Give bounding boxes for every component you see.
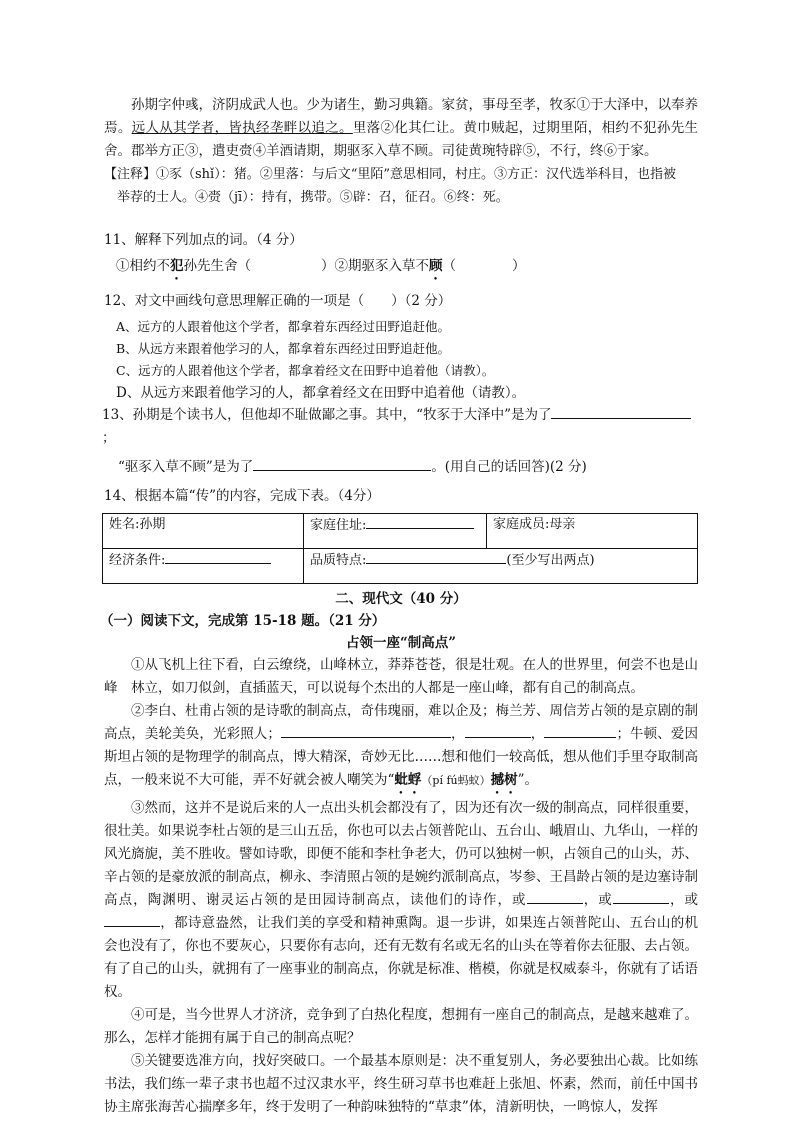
p3-text-c: ，或: [668, 892, 699, 908]
p3-text-b: ，或: [582, 892, 613, 908]
quality-label: 品质特点:: [310, 553, 367, 568]
q13-blank-1[interactable]: [551, 404, 691, 419]
annotation-line-1: 【注释】①豕（shǐ）：猪。②里落：与后文“里陌”意思相同，村庄。③方正：汉代选举科目，也指被: [104, 167, 676, 182]
q11-item-a-pre: ①相约不: [116, 258, 170, 274]
article-title: 占领一座“制高点”: [345, 635, 457, 651]
p2-dotted-word-1: 蚍蜉: [394, 772, 422, 788]
q11-item-b-post: （: [442, 258, 456, 274]
address-blank[interactable]: [366, 514, 474, 529]
annotation-line-2: 举荐的士人。④赍（jī）：持有，携带。⑤辟：召，征召。⑥终：死。: [117, 190, 509, 205]
q13-semicolon: ；: [102, 430, 116, 446]
question-11-items: [104, 255, 698, 283]
q11-dotted-word-b: 顾: [429, 258, 443, 274]
quality-blank[interactable]: [366, 549, 506, 564]
article-paragraph-2: [104, 700, 698, 797]
section-title: 二、现代文（40 分）: [335, 591, 467, 607]
question-14: 14、根据本篇“传”的内容，完成下表。（4分）: [104, 488, 380, 504]
p2-comma-2: ，: [530, 726, 545, 742]
economy-label: 经济条件:: [109, 553, 166, 568]
p2-blank-2[interactable]: [465, 723, 531, 738]
underlined-sentence: 远人从其学者，皆执经垄畔以追之。: [131, 120, 353, 136]
q11-item-a-post: 孙先生舍（: [183, 258, 251, 274]
q12-option: D、从远方来跟着他学习的人，都拿着经文在田野中追着他（请教）。: [116, 385, 526, 401]
p2-text-a: ②李白、杜甫占领的是诗歌的制高点，奇伟瑰丽，难以企及；梅兰芳、周信芳占领的是京剧的制高点，美轮美奂，光彩照人；: [104, 703, 698, 742]
q12-option: B、从远方来跟着他学习的人，都拿着东西经过田野追赶他。: [116, 341, 451, 356]
question-13-line-2: [104, 456, 698, 479]
q12-option: A、远方的人跟着他这个学者，都拿着东西经过田野追赶他。: [116, 319, 451, 334]
cell-name: 姓名:孙期: [103, 514, 304, 549]
subsection-title: （一）阅读下文，完成第 15-18 题。（21 分）: [100, 613, 386, 629]
q11-dotted-word-a: 犯: [170, 258, 184, 274]
q11-item-b-pre: ②期驱豕入草不: [334, 258, 429, 274]
question-12: 12、对文中画线句意思理解正确的一项是（ ）（2 分）: [104, 293, 452, 309]
classical-passage: [104, 94, 698, 163]
q13-text-3: 。(用自己的话回答)(2 分): [431, 459, 587, 475]
exam-page: [100, 94, 712, 1119]
info-table: [102, 513, 698, 584]
article-question: 那么，怎样才能拥有属于自己的制高点呢？: [104, 1030, 361, 1046]
article-paragraph-1: ①从飞机上往下看，白云缭绕，山峰林立，莽莽苍苍，很是壮观。在人的世界里，何尝不也是山峰 林立，如刀似剑，直插蓝天，可以说每个杰出的人都是一座山峰，都有自己的制高点。: [104, 657, 698, 696]
p3-blank-3[interactable]: [104, 912, 160, 927]
address-label: 家庭住址:: [310, 518, 367, 533]
p2-blank-1[interactable]: [281, 723, 451, 738]
cell-family: 家庭成员:母亲: [487, 514, 698, 549]
classical-text-1: 孙期字仲彧，济阴成武人也。少为诸生，勤习典籍。家贫，事母至孝，牧豕①于大泽中，以奉养焉。: [104, 97, 698, 136]
p2-dotted-word-2: 撼树: [490, 772, 518, 788]
economy-blank[interactable]: [165, 549, 271, 564]
p3-text-d: ，都诗意盎然，让我们美的享受和精神熏陶。退一步讲，如果连占领普陀山、五台山的机会也没有了，你也不要灰心，只要你有志向，还有无数有名或无名的山头在等着你去征服、去占领。有了自己的山头，就拥有了一座事业的制高点，你就是标准、楷模，你就是权威泰斗，你就有了话语权。: [104, 915, 698, 1000]
quality-note: (至少写出两点): [506, 553, 595, 568]
question-12-options: [104, 316, 698, 404]
cell-address[interactable]: [304, 514, 487, 549]
classical-text-2: 里落②化其仁让。黄巾贼起，过期里陌，相约不犯孙先生舍。郡举方正③，遣吏赍④羊酒请期，期驱豕入草不顾。司徒黄琬特辟⑤，不行，终⑥于家。: [104, 120, 699, 159]
p2-pinyin-note: （pí fú蚂蚁）: [421, 774, 491, 787]
p3-blank-2[interactable]: [613, 889, 669, 904]
q13-text-1: 13、孙期是个读书人，但他却不耻做鄙之事。其中，“牧豕于大泽中”是为了: [102, 407, 552, 423]
p2-text-c: ；牛顿、爱因斯坦占领的是物理学的制高点，博大精深，奇妙无比……想和他们一较高低，想从他们手里夺取制高点，一般来说不大可能，弄不好就会被人嘲笑为“: [104, 726, 699, 788]
p3-blank-1[interactable]: [527, 889, 583, 904]
p2-blank-3[interactable]: [544, 723, 616, 738]
cell-quality[interactable]: [304, 549, 698, 584]
q11-bracket-a: ）: [321, 258, 335, 274]
p3-text-a: ③然而，这并不是说后来的人一点出头机会都没有了，因为还有次一级的制高点，同样很重要，很壮美。如果说李杜占领的是三山五岳，你也可以去占领普陀山、五台山、峨眉山、九华山，一样的风光旖旎，美不胜收。譬如诗歌，即便不能和李杜争老大，仍可以独树一帜，占领自己的山头，苏、辛占领的是豪放派的制高点，柳永、李清照占领的是婉约派制高点，岑参、王昌龄占领的是边塞诗制高点，陶渊明、谢灵运占领的是田园诗制高点，读他们的诗作，或: [104, 800, 698, 908]
question-11: 11、解释下列加点的词。（4 分）: [104, 232, 303, 248]
q13-text-2: “驱豕入草不顾”是为了: [118, 459, 254, 475]
article-paragraph-3: [104, 797, 698, 1004]
p2-comma: ，: [450, 726, 465, 742]
article-paragraph-4: ④可是，当今世界人才济济，竞争到了白热化程度，想拥有一座自己的制高点，是越来越难了。: [131, 1007, 698, 1023]
q13-blank-2[interactable]: [253, 456, 431, 471]
question-13-line-1: [102, 404, 698, 450]
p2-close-quote: ”。: [517, 772, 539, 788]
article-paragraph-5: ⑤关键要选准方向，找好突破口。一个最基本原则是：决不重复别人，务必要独出心裁。比如练 书法，我们练一辈子隶书也超不过汉隶水平，终生研习草书也难赶上张旭、怀素，然而，前任中国书协主席张海苦心揣摩多年，终于发明了一种韵味独特的“草隶”体，清新明快，一鸣惊人，发挥: [104, 1053, 712, 1115]
cell-economy[interactable]: [103, 549, 304, 584]
q12-option: C、远方的人跟着他这个学者，都拿着经文在田野中追着他（请教）。: [116, 363, 495, 378]
q11-bracket-b: ）: [512, 258, 526, 274]
